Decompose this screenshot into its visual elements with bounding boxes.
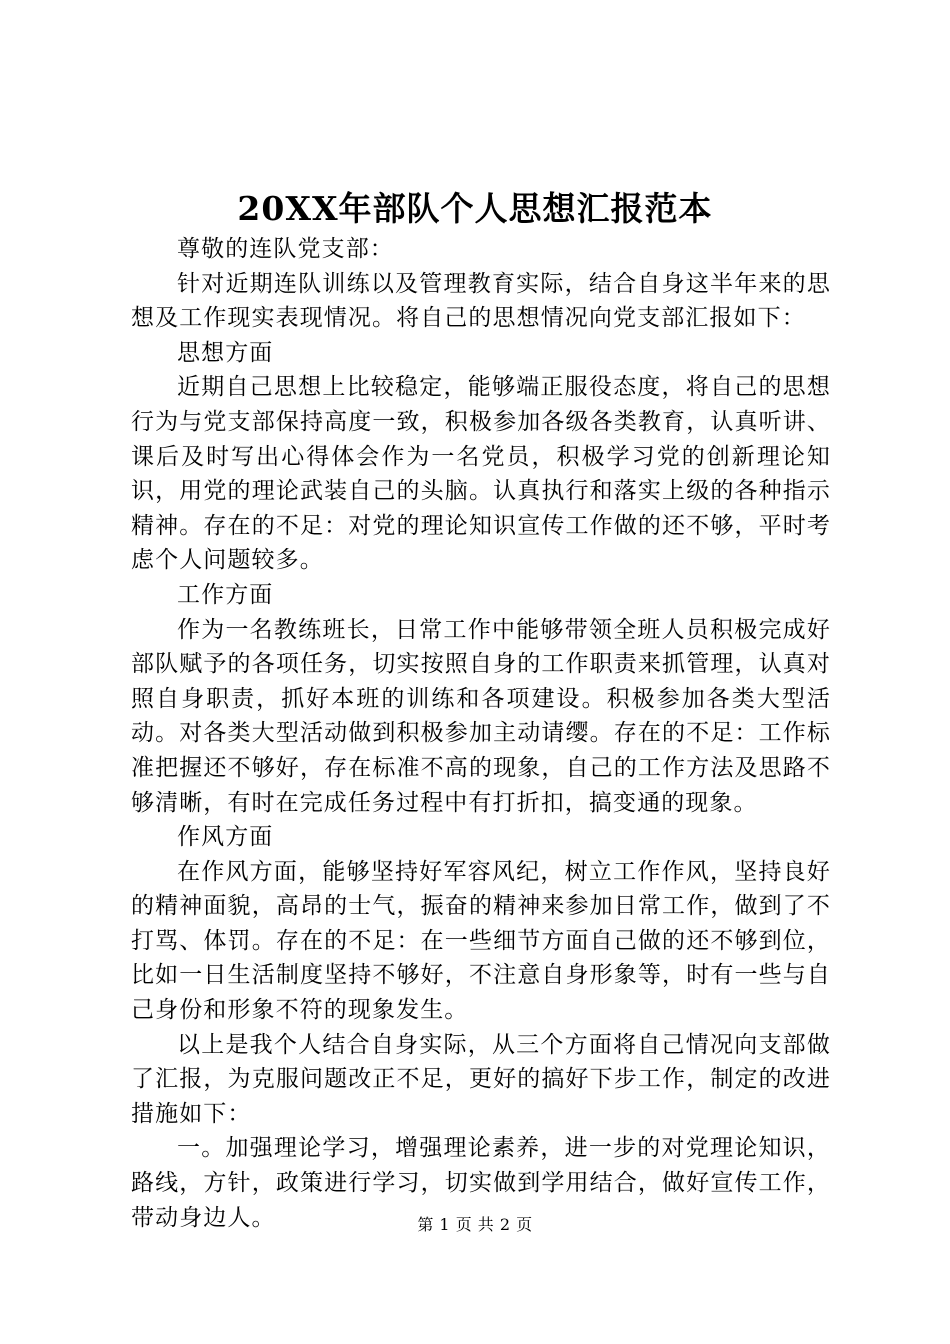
work-paragraph: 作为一名教练班长，日常工作中能够带领全班人员积极完成好部队赋予的各项任务，切实按照自身的工作职责来抓管理，认真对照自身职责，抓好本班的训练和各项建设。积极参加各类大型活动。对各类大型活动做到积极参加主动请缨。存在的不足：工作标准把握还不够好，存在标准不高的现象，自己的工作方法及思路不够清晰，有时在完成任务过程中有打折扣，搞变通的现象。 — [131, 616, 831, 816]
style-paragraph: 在作风方面，能够坚持好军容风纪，树立工作作风，坚持良好的精神面貌，高昂的士气，振奋的精神来参加日常工作，做到了不打骂、体罚。存在的不足：在一些细节方面自己做的还不够到位，比如一日生活制度坚持不够好，不注意自身形象等，时有一些与自己身份和形象不符的现象发生。 — [131, 858, 831, 1024]
measure-paragraph-1: 一。加强理论学习，增强理论素养，进一步的对党理论知识，路线，方针，政策进行学习，切实做到学用结合，做好宣传工作，带动身边人。 — [131, 1135, 831, 1231]
document-title: 20XX年部队个人思想汇报范本 — [237, 189, 713, 228]
document-body — [131, 232, 831, 1235]
section-heading-style: 作风方面 — [177, 824, 274, 851]
section-heading-thought: 思想方面 — [177, 339, 274, 366]
thought-paragraph: 近期自己思想上比较稳定，能够端正服役态度，将自己的思想行为与党支部保持高度一致，积极参加各级各类教育，认真听讲、课后及时写出心得体会作为一名党员，积极学习党的创新理论知识，用党的理论武装自己的头脑。认真执行和落实上级的各种指示精神。存在的不足：对党的理论知识宣传工作做的还不够，平时考虑个人问题较多。 — [131, 374, 831, 574]
summary-paragraph: 以上是我个人结合自身实际，从三个方面将自己情况向支部做了汇报，为克服问题改正不足，更好的搞好下步工作，制定的改进措施如下： — [131, 1031, 831, 1127]
intro-paragraph: 针对近期连队训练以及管理教育实际，结合自身这半年来的思想及工作现实表现情况。将自己的思想情况向党支部汇报如下： — [131, 270, 831, 332]
section-heading-work: 工作方面 — [177, 581, 274, 608]
salutation: 尊敬的连队党支部： — [177, 236, 394, 262]
page-footer: 第 1 页 共 2 页 — [417, 1215, 533, 1234]
